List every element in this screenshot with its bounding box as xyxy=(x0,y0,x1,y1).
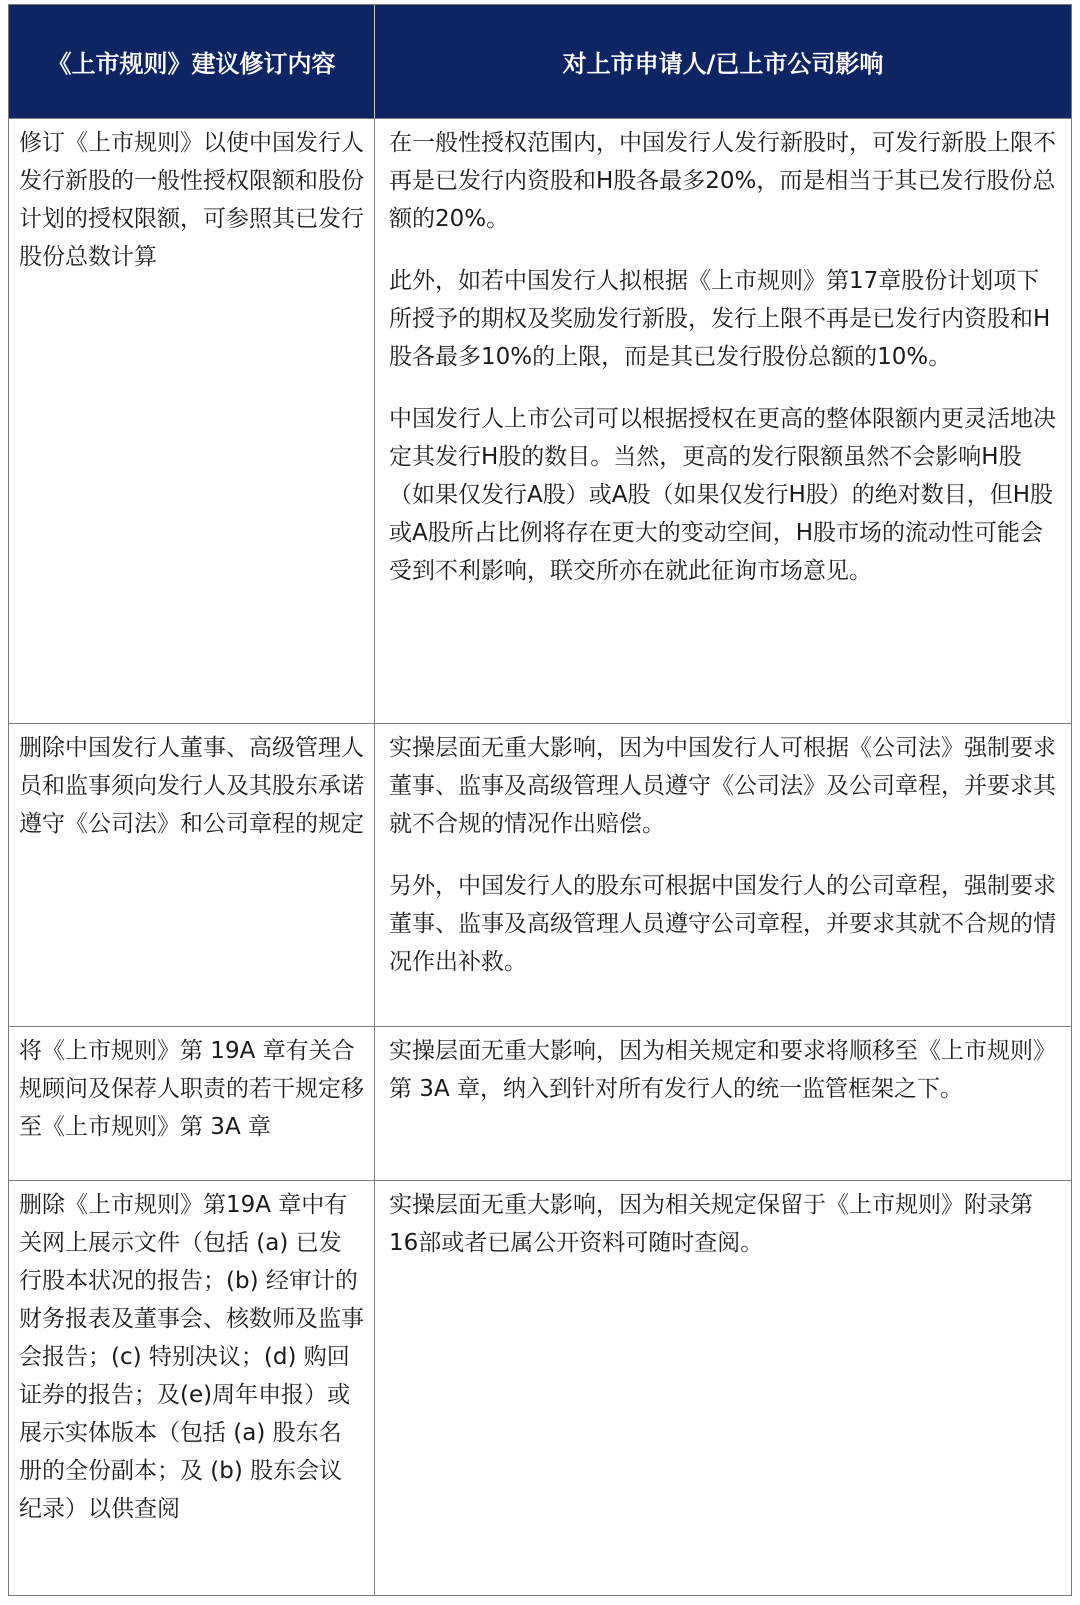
table-row xyxy=(9,119,1071,724)
impact-paragraph: 中国发行人上市公司可以根据授权在更高的整体限额内更灵活地决定其发行H股的数目。当然，更高的发行限额虽然不会影响H股（如果仅发行A股）或A股（如果仅发行H股）的绝对数目，但H股或A股所占比例将存在更大的变动空间，H股市场的流动性可能会受到不利影响，联交所亦在就此征询市场意见。 xyxy=(389,406,1056,584)
row-4-amendment: 删除《上市规则》第19A 章中有关网上展示文件（包括 (a) 已发行股本状况的报告；(b) 经审计的财务报表及董事会、核数师及监事会报告；(c) 特别决议；(d) 购回证券的报告；及(e)周年申报）或展示实体版本（包括 (a) 股东名册的全份副本；及 (b) 股东会议纪录）以供查阅 xyxy=(9,1181,375,1595)
table-row xyxy=(9,1181,1071,1595)
impact-paragraph: 另外，中国发行人的股东可根据中国发行人的公司章程，强制要求董事、监事及高级管理人员遵守公司章程，并要求其就不合规的情况作出补救。 xyxy=(389,873,1056,975)
row-4-impact xyxy=(375,1181,1071,1595)
row-2-amendment: 删除中国发行人董事、高级管理人员和监事须向发行人及其股东承诺遵守《公司法》和公司章程的规定 xyxy=(9,724,375,1026)
row-3-impact xyxy=(375,1027,1071,1180)
table-row xyxy=(9,1027,1071,1181)
impact-paragraph: 此外，如若中国发行人拟根据《上市规则》第17章股份计划项下所授予的期权及奖励发行新股，发行上限不再是已发行内资股和H股各最多10%的上限，而是其已发行股份总额的10%。 xyxy=(389,268,1051,370)
row-1-impact xyxy=(375,119,1071,723)
impact-paragraph: 在一般性授权范围内，中国发行人发行新股时，可发行新股上限不再是已发行内资股和H股各最多20%，而是相当于其已发行股份总额的20%。 xyxy=(389,130,1056,232)
header-proposed-amendments: 《上市规则》建议修订内容 xyxy=(9,5,375,118)
row-1-amendment: 修订《上市规则》以使中国发行人发行新股的一般性授权限额和股份计划的授权限额，可参照其已发行股份总数计算 xyxy=(9,119,375,723)
amendment-table xyxy=(8,4,1072,1596)
impact-paragraph: 实操层面无重大影响，因为相关规定保留于《上市规则》附录第16部或者已属公开资料可随时查阅。 xyxy=(389,1192,1033,1256)
impact-paragraph: 实操层面无重大影响，因为中国发行人可根据《公司法》强制要求董事、监事及高级管理人员遵守《公司法》及公司章程，并要求其就不合规的情况作出赔偿。 xyxy=(389,735,1056,837)
table-header xyxy=(9,5,1071,119)
header-impact: 对上市申请人/已上市公司影响 xyxy=(562,50,884,78)
impact-paragraph: 实操层面无重大影响，因为相关规定和要求将顺移至《上市规则》第 3A 章，纳入到针对所有发行人的统一监管框架之下。 xyxy=(389,1038,1056,1102)
row-2-impact xyxy=(375,724,1071,1026)
table-row xyxy=(9,724,1071,1027)
row-3-amendment: 将《上市规则》第 19A 章有关合规顾问及保荐人职责的若干规定移至《上市规则》第 3A 章 xyxy=(9,1027,375,1180)
